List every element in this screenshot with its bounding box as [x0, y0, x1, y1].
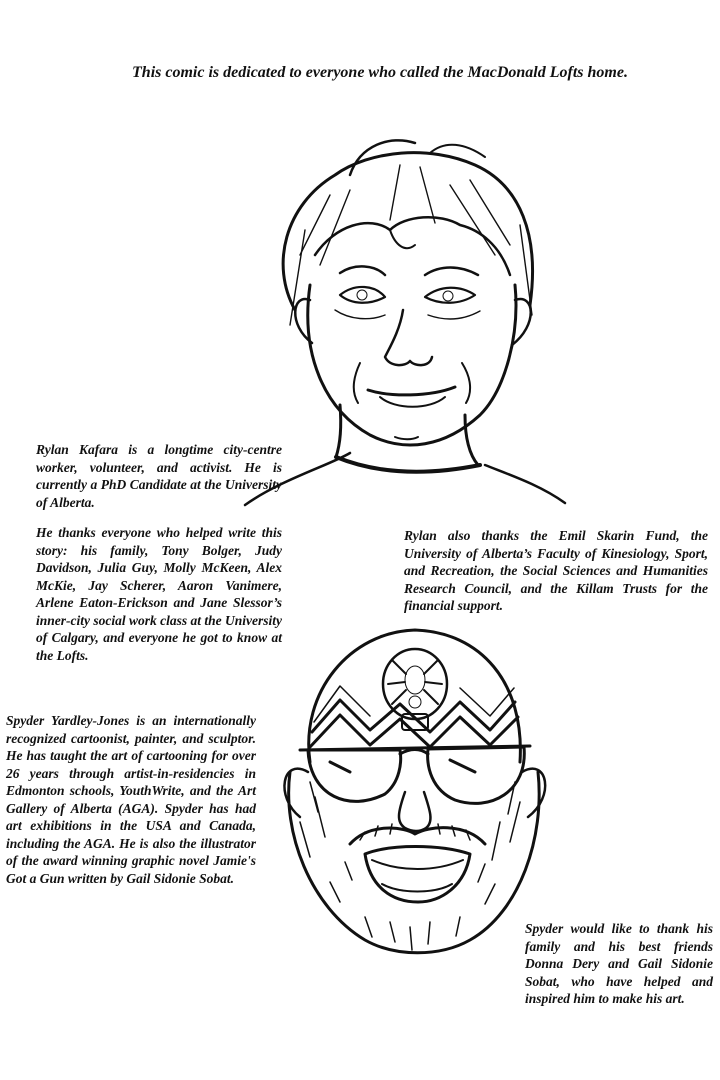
- rylan-funding-block: [404, 527, 708, 615]
- spyder-thanks-block: [525, 920, 713, 1008]
- dedication-text: This comic is dedicated to everyone who called the MacDonald Lofts home.: [132, 64, 628, 81]
- rylan-thanks-funding-text: Rylan also thanks the Emil Skarin Fund, the University of Alberta’s Faculty of Kinesiology, Sport, and Recreation, the Social Sciences and Humanities Research Council, and the Killam Trusts for the financial support.: [404, 528, 708, 613]
- rylan-thanks-block: [36, 524, 282, 664]
- rylan-bio-block: [36, 441, 282, 511]
- spyder-portrait: [270, 622, 560, 962]
- spyder-bio-text: Spyder Yardley-Jones is an internationally recognized cartoonist, painter, and sculptor. He has taught the art of cartooning for over 26 years through artist-in-residencies in Edmonton schools, YouthWrite, and the Art Gallery of Alberta (AGA). Spyder has had art exhibitions in the USA and Canada, including the AGA. He is also the illustrator of the award winning graphic novel Jamie's Got a Gun written by Gail Sidonie Sobat.: [6, 713, 256, 886]
- rylan-thanks-story-text: He thanks everyone who helped write this story: his family, Tony Bolger, Judy Davidson, Julia Guy, Molly McKeen, Alex McKie, Jay Scherer, Aaron Vanimere, Arlene Eaton-Erickson and Jane Slessor’s inner-city social work class at the University of Calgary, and everyone he got to know at the Lofts.: [36, 525, 282, 663]
- rylan-portrait: [240, 135, 570, 505]
- spyder-bio-block: [6, 712, 256, 887]
- spyder-thanks-text: Spyder would like to thank his family and his best friends Donna Dery and Gail Sidonie Sobat, who have helped and inspired him to make his art.: [525, 921, 713, 1006]
- rylan-bio-text: Rylan Kafara is a longtime city-centre worker, volunteer, and activist. He is currently a PhD Candidate at the University of Alberta.: [36, 442, 282, 510]
